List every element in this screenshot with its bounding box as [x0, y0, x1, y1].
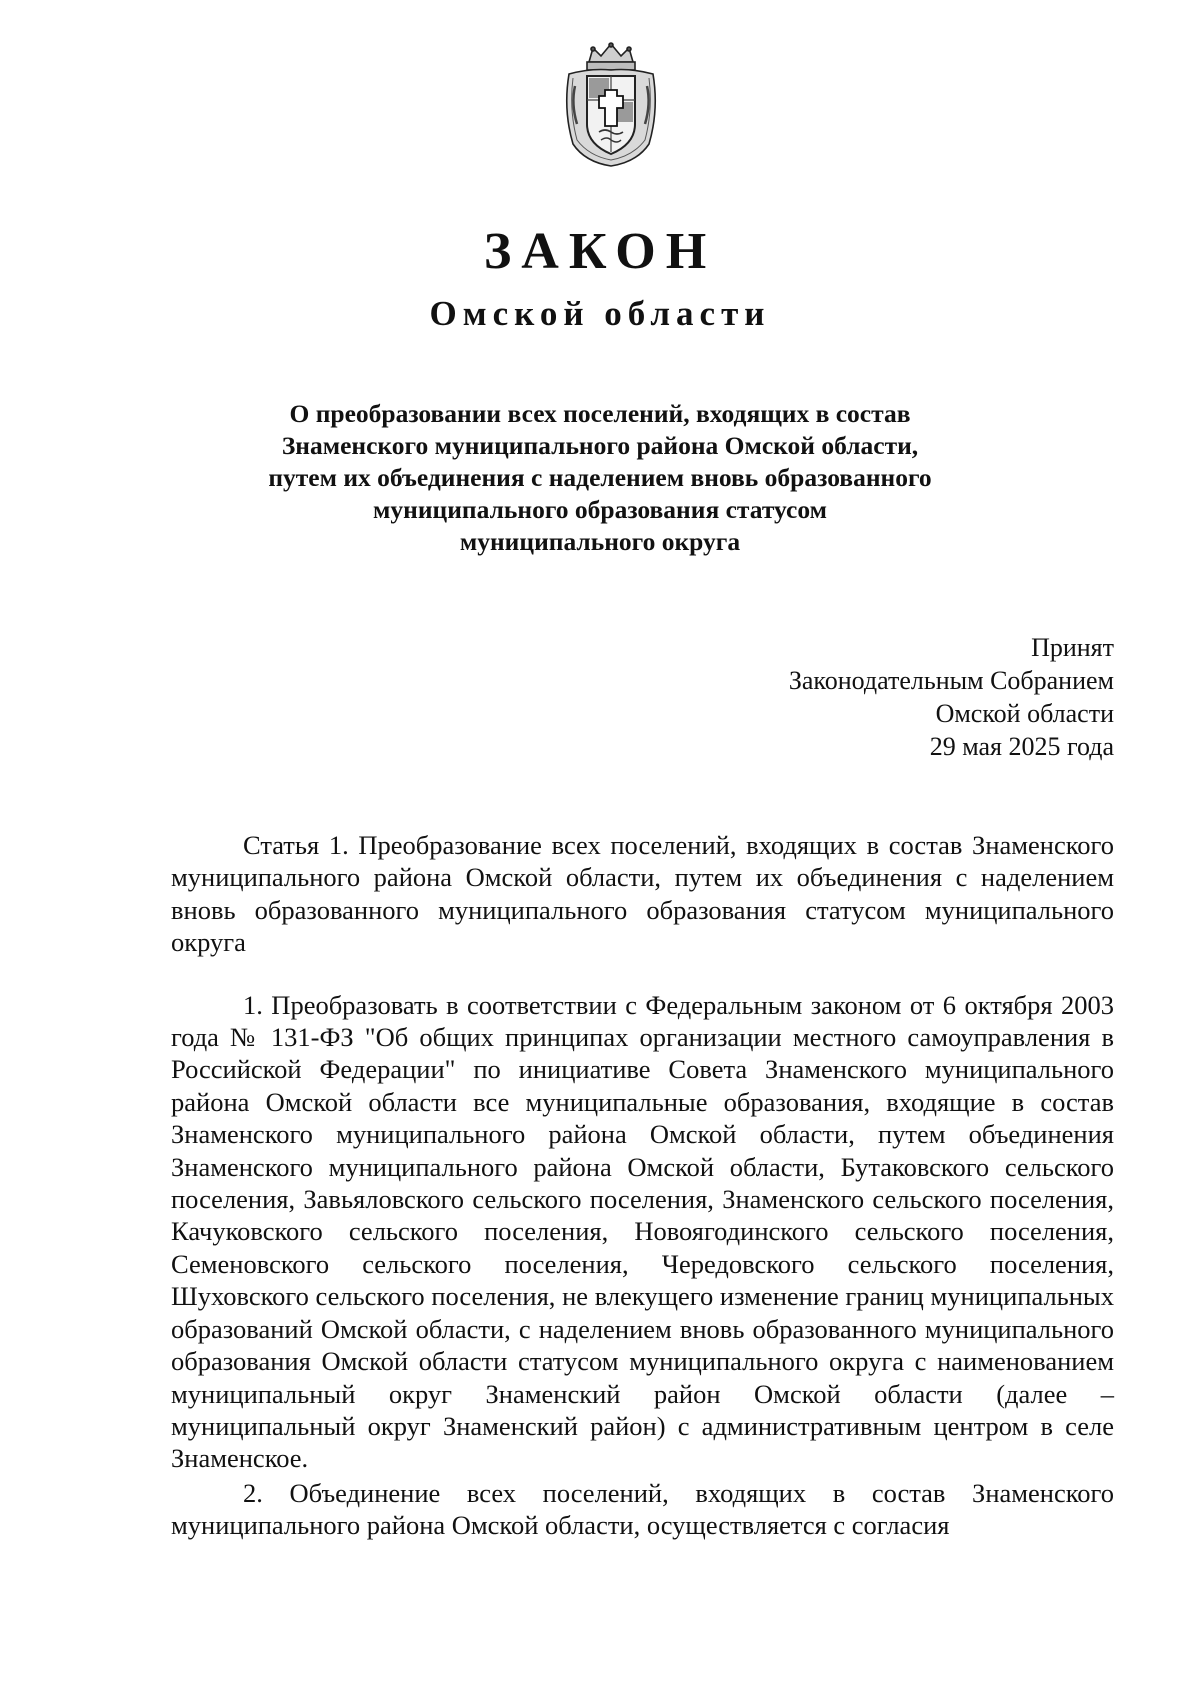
- omsk-oblast-coat-of-arms-icon: [555, 40, 667, 168]
- law-body: [171, 829, 1114, 1542]
- adoption-line: Законодательным Собранием: [788, 666, 1114, 695]
- law-heading-line: Знаменского муниципального района Омской области,: [281, 431, 919, 460]
- article-1-title: Статья 1. Преобразование всех поселений, входящих в состав Знаменского муниципального района Омской области, путем их объединения с наделением вновь образованного муниципального образования статусом муниципального округа: [171, 830, 1114, 958]
- law-heading-line: муниципального образования статусом: [373, 495, 827, 524]
- article-1-item-1: 1. Преобразовать в соответствии с Федеральным законом от 6 октября 2003 года № 131-ФЗ "Об общих принципах организации местного самоуправления в Российской Федерации" по инициативе Совета Знаменского муниципального района Омской области все муниципальные образования, входящие в состав Знаменского муниципального района Омской области, путем объединения Знаменского муниципального района Омской области, Бутаковского сельского поселения, Завьяловского сельского поселения, Знаменского сельского поселения, Качуковского сельского поселения, Новоягодинского сельского поселения, Семеновского сельского поселения, Чередовского сельского поселения, Шуховского сельского поселения, не влекущего изменение границ муниципальных образований Омской области, с наделением вновь образованного муниципального образования Омской области статусом муниципального округа с наименованием муниципальный округ Знаменский район Омской области (далее – муниципальный округ Знаменский район) с административным центром в селе Знаменское.: [171, 989, 1114, 1474]
- adoption-line: Принят: [1031, 633, 1114, 662]
- law-heading-line: муниципального округа: [459, 527, 741, 556]
- law-region-subtitle: Омской области: [429, 294, 771, 333]
- law-title: ЗАКОН: [483, 223, 717, 280]
- adoption-block: [789, 631, 1114, 763]
- law-heading-line: путем их объединения с наделением вновь образованного: [268, 463, 932, 492]
- article-1-item-2: 2. Объединение всех поселений, входящих в состав Знаменского муниципального района Омской области, осуществляется с согласия: [171, 1477, 1114, 1541]
- law-heading-line: О преобразовании всех поселений, входящих в состав: [289, 399, 911, 428]
- adoption-date: 29 мая 2025 года: [929, 732, 1114, 761]
- coat-of-arms-emblem: [555, 40, 667, 168]
- adoption-line: Омской области: [935, 699, 1114, 728]
- law-heading: [230, 398, 970, 558]
